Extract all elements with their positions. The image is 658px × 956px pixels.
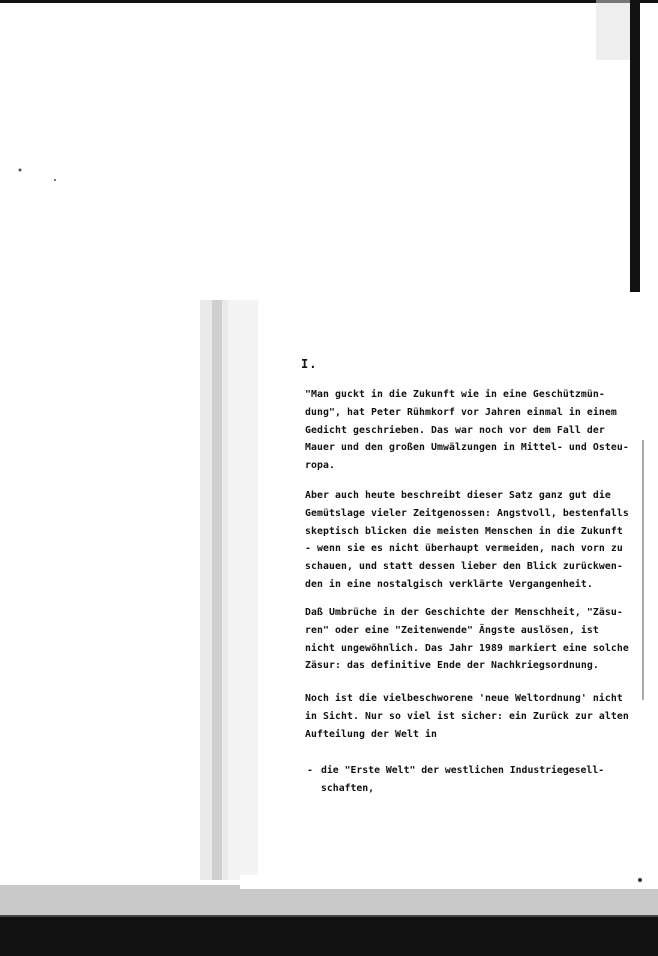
bullet-marker: - <box>307 765 313 776</box>
text-line: Noch ist die vielbeschworene 'neue Weltordnung' nicht <box>305 693 623 704</box>
text-line: schauen, und statt dessen lieber den Blick zurückwen- <box>305 561 623 573</box>
text-line: nicht ungewöhnlich. Das Jahr 1989 markiert eine solche <box>305 642 629 654</box>
text-line: Mauer und den großen Umwälzungen in Mittel- und Osteu- <box>305 442 629 454</box>
bullet-text-line-1: die "Erste Welt" der westlichen Industriegesell- <box>321 765 605 776</box>
paragraph-1 <box>305 386 629 475</box>
text-line: Gedicht geschrieben. Das war noch vor dem Fall der <box>305 424 605 436</box>
text-line: "Man guckt in die Zukunft wie in eine Geschützmün- <box>305 389 605 400</box>
text-line: den in eine nostalgisch verklärte Vergangenheit. <box>305 578 593 590</box>
text-line: skeptisch blicken die meisten Menschen in die Zukunft <box>305 525 623 537</box>
bullet-text-line-2: schaften, <box>321 782 375 794</box>
text-line: Aber auch heute beschreibt dieser Satz ganz gut die <box>305 490 611 501</box>
paragraph-3 <box>305 604 629 675</box>
section-number: I. <box>301 357 318 371</box>
text-line: in Sicht. Nur so viel ist sicher: ein Zurück zur alten <box>305 710 629 722</box>
text-line: ren" oder eine "Zeitenwende" Ängste auslösen, ist <box>305 624 599 636</box>
text-line: dung", hat Peter Rühmkorf vor Jahren einmal in einem <box>305 406 617 418</box>
paragraph-4 <box>305 690 629 743</box>
text-line: Zäsur: das definitive Ende der Nachkriegsordnung. <box>305 660 599 672</box>
text-line: Daß Umbrüche in der Geschichte der Menschheit, "Zäsu- <box>305 607 623 618</box>
paragraph-2 <box>305 487 629 594</box>
text-line: ropa. <box>305 460 335 472</box>
text-line: - wenn sie es nicht überhaupt vermeiden, nach vorn zu <box>305 543 623 555</box>
text-line: Gemütslage vieler Zeitgenossen: Angstvoll, bestenfalls <box>305 507 629 519</box>
bullet-item <box>307 762 604 798</box>
text-line: Aufteilung der Welt in <box>305 728 437 740</box>
